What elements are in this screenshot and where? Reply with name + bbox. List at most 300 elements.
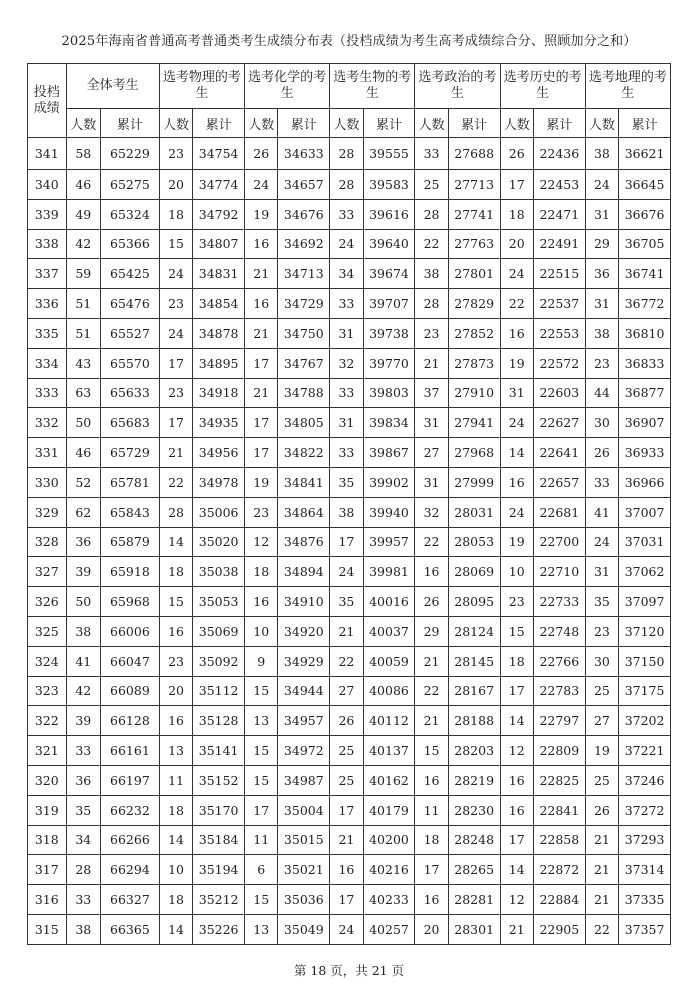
group-header: 全体考生: [66, 64, 159, 109]
count-cell: 33: [66, 885, 100, 915]
count-cell: 31: [585, 289, 618, 319]
count-cell: 49: [66, 199, 100, 229]
score-cell: 338: [28, 229, 67, 259]
count-cell: 14: [500, 855, 533, 885]
cumulative-cell: 36676: [619, 199, 671, 229]
count-cell: 18: [159, 885, 192, 915]
cumulative-cell: 36833: [619, 348, 671, 378]
cumulative-cell: 35004: [278, 795, 330, 825]
count-cell: 36: [66, 527, 100, 557]
cumulative-cell: 40200: [363, 825, 415, 855]
count-cell: 38: [330, 497, 363, 527]
cumulative-cell: 39583: [363, 170, 415, 200]
count-cell: 28: [66, 855, 100, 885]
count-cell: 24: [500, 408, 533, 438]
count-cell: 39: [66, 557, 100, 587]
cumulative-cell: 28230: [448, 795, 500, 825]
cumulative-cell: 22766: [533, 646, 585, 676]
table-row: [28, 438, 671, 468]
cumulative-cell: 34729: [278, 289, 330, 319]
count-cell: 16: [500, 467, 533, 497]
cumulative-cell: 34987: [278, 765, 330, 795]
cumulative-cell: 37202: [619, 706, 671, 736]
group-header: 选考政治的考生: [415, 64, 500, 109]
count-cell: 17: [245, 408, 278, 438]
cumulative-cell: 28069: [448, 557, 500, 587]
count-cell: 33: [585, 467, 618, 497]
count-cell: 15: [415, 736, 448, 766]
cumulative-cell: 28031: [448, 497, 500, 527]
cumulative-cell: 40059: [363, 646, 415, 676]
cumulative-cell: 40179: [363, 795, 415, 825]
cumulative-cell: 37246: [619, 765, 671, 795]
cumulative-cell: 27852: [448, 318, 500, 348]
cumulative-cell: 35170: [193, 795, 245, 825]
count-cell: 31: [330, 408, 363, 438]
cumulative-cell: 34920: [278, 616, 330, 646]
cumulative-cell: 35036: [278, 885, 330, 915]
count-cell: 27: [330, 676, 363, 706]
cumulative-cell: 34854: [193, 289, 245, 319]
count-cell: 14: [159, 527, 192, 557]
count-cell: 21: [415, 348, 448, 378]
count-cell: 32: [415, 497, 448, 527]
cumulative-cell: 34895: [193, 348, 245, 378]
cumulative-header: 累计: [533, 109, 585, 138]
score-cell: 327: [28, 557, 67, 587]
cumulative-cell: 39803: [363, 378, 415, 408]
count-cell: 29: [415, 616, 448, 646]
count-cell: 19: [500, 527, 533, 557]
cumulative-cell: 35128: [193, 706, 245, 736]
cumulative-cell: 66006: [101, 616, 160, 646]
cumulative-header: 累计: [101, 109, 160, 138]
count-cell: 11: [245, 825, 278, 855]
count-cell: 50: [66, 408, 100, 438]
count-cell: 19: [585, 736, 618, 766]
count-cell: 15: [245, 676, 278, 706]
count-cell: 16: [159, 706, 192, 736]
cumulative-cell: 22825: [533, 765, 585, 795]
count-cell: 13: [245, 706, 278, 736]
table-row: [28, 795, 671, 825]
cumulative-cell: 37357: [619, 914, 671, 944]
count-cell: 33: [330, 289, 363, 319]
count-cell: 21: [500, 914, 533, 944]
cumulative-cell: 37031: [619, 527, 671, 557]
cumulative-cell: 28124: [448, 616, 500, 646]
count-cell: 10: [245, 616, 278, 646]
cumulative-cell: 39834: [363, 408, 415, 438]
cumulative-cell: 22884: [533, 885, 585, 915]
cumulative-cell: 34657: [278, 170, 330, 200]
cumulative-cell: 37007: [619, 497, 671, 527]
score-cell: 317: [28, 855, 67, 885]
count-cell: 21: [585, 825, 618, 855]
count-cell: 19: [500, 348, 533, 378]
table-row: [28, 825, 671, 855]
cumulative-cell: 27713: [448, 170, 500, 200]
count-header: 人数: [415, 109, 448, 138]
count-cell: 22: [415, 676, 448, 706]
cumulative-cell: 22905: [533, 914, 585, 944]
table-row: [28, 676, 671, 706]
cumulative-cell: 27688: [448, 138, 500, 170]
score-cell: 337: [28, 259, 67, 289]
cumulative-cell: 22733: [533, 587, 585, 617]
cumulative-cell: 39957: [363, 527, 415, 557]
cumulative-cell: 40257: [363, 914, 415, 944]
cumulative-header: 累计: [278, 109, 330, 138]
table-row: [28, 646, 671, 676]
score-distribution-table: [27, 63, 671, 945]
cumulative-cell: 22657: [533, 467, 585, 497]
group-header: 选考化学的考生: [245, 64, 330, 109]
count-cell: 14: [159, 825, 192, 855]
count-cell: 12: [500, 885, 533, 915]
count-cell: 11: [415, 795, 448, 825]
count-cell: 20: [500, 229, 533, 259]
count-cell: 26: [585, 438, 618, 468]
count-cell: 50: [66, 587, 100, 617]
cumulative-cell: 35049: [278, 914, 330, 944]
cumulative-cell: 34978: [193, 467, 245, 497]
cumulative-cell: 36741: [619, 259, 671, 289]
count-cell: 17: [330, 795, 363, 825]
count-cell: 20: [415, 914, 448, 944]
cumulative-cell: 34944: [278, 676, 330, 706]
cumulative-cell: 22553: [533, 318, 585, 348]
cumulative-cell: 35226: [193, 914, 245, 944]
cumulative-cell: 39555: [363, 138, 415, 170]
count-cell: 51: [66, 318, 100, 348]
cumulative-cell: 27801: [448, 259, 500, 289]
cumulative-cell: 28203: [448, 736, 500, 766]
cumulative-cell: 66128: [101, 706, 160, 736]
count-cell: 38: [66, 914, 100, 944]
cumulative-cell: 22537: [533, 289, 585, 319]
cumulative-cell: 40233: [363, 885, 415, 915]
count-cell: 33: [66, 736, 100, 766]
score-cell: 316: [28, 885, 67, 915]
count-cell: 23: [159, 378, 192, 408]
cumulative-cell: 35184: [193, 825, 245, 855]
table-row: [28, 378, 671, 408]
count-cell: 28: [330, 170, 363, 200]
cumulative-cell: 28145: [448, 646, 500, 676]
cumulative-cell: 36810: [619, 318, 671, 348]
cumulative-cell: 34788: [278, 378, 330, 408]
cumulative-cell: 28281: [448, 885, 500, 915]
cumulative-cell: 35038: [193, 557, 245, 587]
count-cell: 30: [585, 408, 618, 438]
count-cell: 16: [245, 229, 278, 259]
count-cell: 18: [500, 646, 533, 676]
cumulative-cell: 34957: [278, 706, 330, 736]
count-cell: 22: [415, 229, 448, 259]
table-row: [28, 706, 671, 736]
cumulative-cell: 27873: [448, 348, 500, 378]
cumulative-cell: 34676: [278, 199, 330, 229]
cumulative-cell: 28265: [448, 855, 500, 885]
cumulative-cell: 34918: [193, 378, 245, 408]
score-cell: 334: [28, 348, 67, 378]
cumulative-cell: 35020: [193, 527, 245, 557]
count-cell: 17: [500, 676, 533, 706]
cumulative-cell: 28053: [448, 527, 500, 557]
cumulative-cell: 22797: [533, 706, 585, 736]
count-cell: 15: [245, 765, 278, 795]
count-cell: 31: [330, 318, 363, 348]
count-cell: 33: [415, 138, 448, 170]
count-cell: 12: [500, 736, 533, 766]
table-row: [28, 557, 671, 587]
count-header: 人数: [330, 109, 363, 138]
cumulative-cell: 28095: [448, 587, 500, 617]
count-cell: 23: [159, 646, 192, 676]
count-header: 人数: [500, 109, 533, 138]
cumulative-cell: 65729: [101, 438, 160, 468]
count-cell: 16: [500, 795, 533, 825]
cumulative-cell: 22491: [533, 229, 585, 259]
score-cell: 315: [28, 914, 67, 944]
cumulative-header: 累计: [448, 109, 500, 138]
count-cell: 38: [415, 259, 448, 289]
count-cell: 13: [245, 914, 278, 944]
cumulative-cell: 34754: [193, 138, 245, 170]
cumulative-cell: 65476: [101, 289, 160, 319]
group-header: 选考物理的考生: [159, 64, 244, 109]
cumulative-cell: 27763: [448, 229, 500, 259]
count-cell: 14: [159, 914, 192, 944]
count-cell: 23: [585, 348, 618, 378]
count-cell: 17: [500, 170, 533, 200]
table-row: [28, 408, 671, 438]
table-row: [28, 885, 671, 915]
cumulative-cell: 22872: [533, 855, 585, 885]
cumulative-cell: 40016: [363, 587, 415, 617]
count-cell: 22: [500, 289, 533, 319]
cumulative-cell: 27968: [448, 438, 500, 468]
count-cell: 46: [66, 170, 100, 200]
cumulative-cell: 39902: [363, 467, 415, 497]
cumulative-cell: 66365: [101, 914, 160, 944]
count-cell: 22: [330, 646, 363, 676]
cumulative-cell: 35152: [193, 765, 245, 795]
cumulative-cell: 35015: [278, 825, 330, 855]
count-cell: 26: [415, 587, 448, 617]
count-cell: 16: [330, 855, 363, 885]
table-row: [28, 616, 671, 646]
count-cell: 24: [585, 170, 618, 200]
table-body: [28, 138, 671, 945]
score-cell: 332: [28, 408, 67, 438]
cumulative-cell: 22858: [533, 825, 585, 855]
score-cell: 331: [28, 438, 67, 468]
count-cell: 16: [500, 318, 533, 348]
score-cell: 339: [28, 199, 67, 229]
cumulative-cell: 28219: [448, 765, 500, 795]
cumulative-cell: 34831: [193, 259, 245, 289]
count-cell: 24: [330, 229, 363, 259]
count-cell: 21: [330, 616, 363, 646]
cumulative-cell: 66232: [101, 795, 160, 825]
score-cell: 325: [28, 616, 67, 646]
cumulative-cell: 22710: [533, 557, 585, 587]
count-cell: 21: [415, 706, 448, 736]
count-cell: 20: [159, 676, 192, 706]
cumulative-cell: 35141: [193, 736, 245, 766]
count-cell: 34: [330, 259, 363, 289]
cumulative-cell: 28248: [448, 825, 500, 855]
cumulative-cell: 65324: [101, 199, 160, 229]
cumulative-cell: 22783: [533, 676, 585, 706]
table-row: [28, 736, 671, 766]
count-cell: 23: [245, 497, 278, 527]
cumulative-cell: 22641: [533, 438, 585, 468]
count-cell: 31: [415, 408, 448, 438]
count-header: 人数: [159, 109, 192, 138]
count-cell: 20: [159, 170, 192, 200]
cumulative-header: 累计: [193, 109, 245, 138]
count-cell: 17: [500, 825, 533, 855]
cumulative-cell: 36907: [619, 408, 671, 438]
score-cell: 324: [28, 646, 67, 676]
cumulative-cell: 34910: [278, 587, 330, 617]
count-cell: 17: [330, 527, 363, 557]
count-cell: 12: [245, 527, 278, 557]
count-cell: 46: [66, 438, 100, 468]
count-cell: 21: [245, 318, 278, 348]
table-row: [28, 467, 671, 497]
count-cell: 29: [585, 229, 618, 259]
count-cell: 18: [159, 795, 192, 825]
count-cell: 35: [66, 795, 100, 825]
cumulative-cell: 22572: [533, 348, 585, 378]
cumulative-cell: 39640: [363, 229, 415, 259]
cumulative-cell: 22681: [533, 497, 585, 527]
count-cell: 35: [585, 587, 618, 617]
count-cell: 38: [585, 318, 618, 348]
cumulative-cell: 39981: [363, 557, 415, 587]
count-cell: 42: [66, 229, 100, 259]
cumulative-cell: 39770: [363, 348, 415, 378]
count-cell: 25: [585, 676, 618, 706]
cumulative-cell: 22453: [533, 170, 585, 200]
count-cell: 25: [585, 765, 618, 795]
cumulative-cell: 22471: [533, 199, 585, 229]
count-cell: 17: [245, 438, 278, 468]
count-cell: 9: [245, 646, 278, 676]
cumulative-cell: 37272: [619, 795, 671, 825]
count-cell: 16: [159, 616, 192, 646]
cumulative-cell: 66294: [101, 855, 160, 885]
cumulative-cell: 27829: [448, 289, 500, 319]
count-cell: 37: [415, 378, 448, 408]
cumulative-cell: 66327: [101, 885, 160, 915]
count-cell: 21: [415, 646, 448, 676]
cumulative-cell: 65275: [101, 170, 160, 200]
cumulative-cell: 27741: [448, 199, 500, 229]
cumulative-cell: 35053: [193, 587, 245, 617]
score-cell: 319: [28, 795, 67, 825]
group-header: 选考地理的考生: [585, 64, 670, 109]
cumulative-cell: 22515: [533, 259, 585, 289]
cumulative-cell: 39738: [363, 318, 415, 348]
count-cell: 23: [585, 616, 618, 646]
table-row: [28, 199, 671, 229]
count-cell: 10: [159, 855, 192, 885]
table-row: [28, 318, 671, 348]
count-header: 人数: [245, 109, 278, 138]
cumulative-cell: 37335: [619, 885, 671, 915]
cumulative-cell: 22841: [533, 795, 585, 825]
cumulative-cell: 37120: [619, 616, 671, 646]
cumulative-cell: 34864: [278, 497, 330, 527]
cumulative-cell: 27999: [448, 467, 500, 497]
count-cell: 10: [500, 557, 533, 587]
count-cell: 21: [159, 438, 192, 468]
cumulative-cell: 37314: [619, 855, 671, 885]
count-cell: 21: [330, 825, 363, 855]
cumulative-cell: 22436: [533, 138, 585, 170]
count-cell: 22: [415, 527, 448, 557]
count-cell: 13: [159, 736, 192, 766]
cumulative-cell: 37293: [619, 825, 671, 855]
count-cell: 24: [159, 259, 192, 289]
count-cell: 23: [159, 138, 192, 170]
table-row: [28, 855, 671, 885]
cumulative-header: 累计: [619, 109, 671, 138]
count-cell: 15: [245, 885, 278, 915]
cumulative-cell: 27910: [448, 378, 500, 408]
cumulative-cell: 65781: [101, 467, 160, 497]
count-cell: 44: [585, 378, 618, 408]
cumulative-cell: 66197: [101, 765, 160, 795]
count-cell: 17: [245, 348, 278, 378]
cumulative-cell: 22700: [533, 527, 585, 557]
cumulative-cell: 37175: [619, 676, 671, 706]
count-cell: 22: [585, 914, 618, 944]
table-row: [28, 170, 671, 200]
count-cell: 16: [500, 765, 533, 795]
cumulative-cell: 36877: [619, 378, 671, 408]
count-cell: 17: [159, 408, 192, 438]
count-cell: 26: [245, 138, 278, 170]
cumulative-cell: 37150: [619, 646, 671, 676]
cumulative-cell: 28301: [448, 914, 500, 944]
cumulative-cell: 36933: [619, 438, 671, 468]
count-cell: 41: [66, 646, 100, 676]
count-cell: 21: [585, 855, 618, 885]
cumulative-cell: 65683: [101, 408, 160, 438]
cumulative-cell: 65570: [101, 348, 160, 378]
group-header: 选考生物的考生: [330, 64, 415, 109]
count-cell: 15: [159, 229, 192, 259]
cumulative-cell: 28167: [448, 676, 500, 706]
cumulative-cell: 39674: [363, 259, 415, 289]
cumulative-cell: 34841: [278, 467, 330, 497]
cumulative-cell: 36705: [619, 229, 671, 259]
cumulative-cell: 37097: [619, 587, 671, 617]
cumulative-cell: 35092: [193, 646, 245, 676]
cumulative-cell: 66266: [101, 825, 160, 855]
count-cell: 26: [330, 706, 363, 736]
count-cell: 17: [245, 795, 278, 825]
cumulative-cell: 34894: [278, 557, 330, 587]
count-cell: 21: [245, 259, 278, 289]
count-cell: 16: [245, 587, 278, 617]
